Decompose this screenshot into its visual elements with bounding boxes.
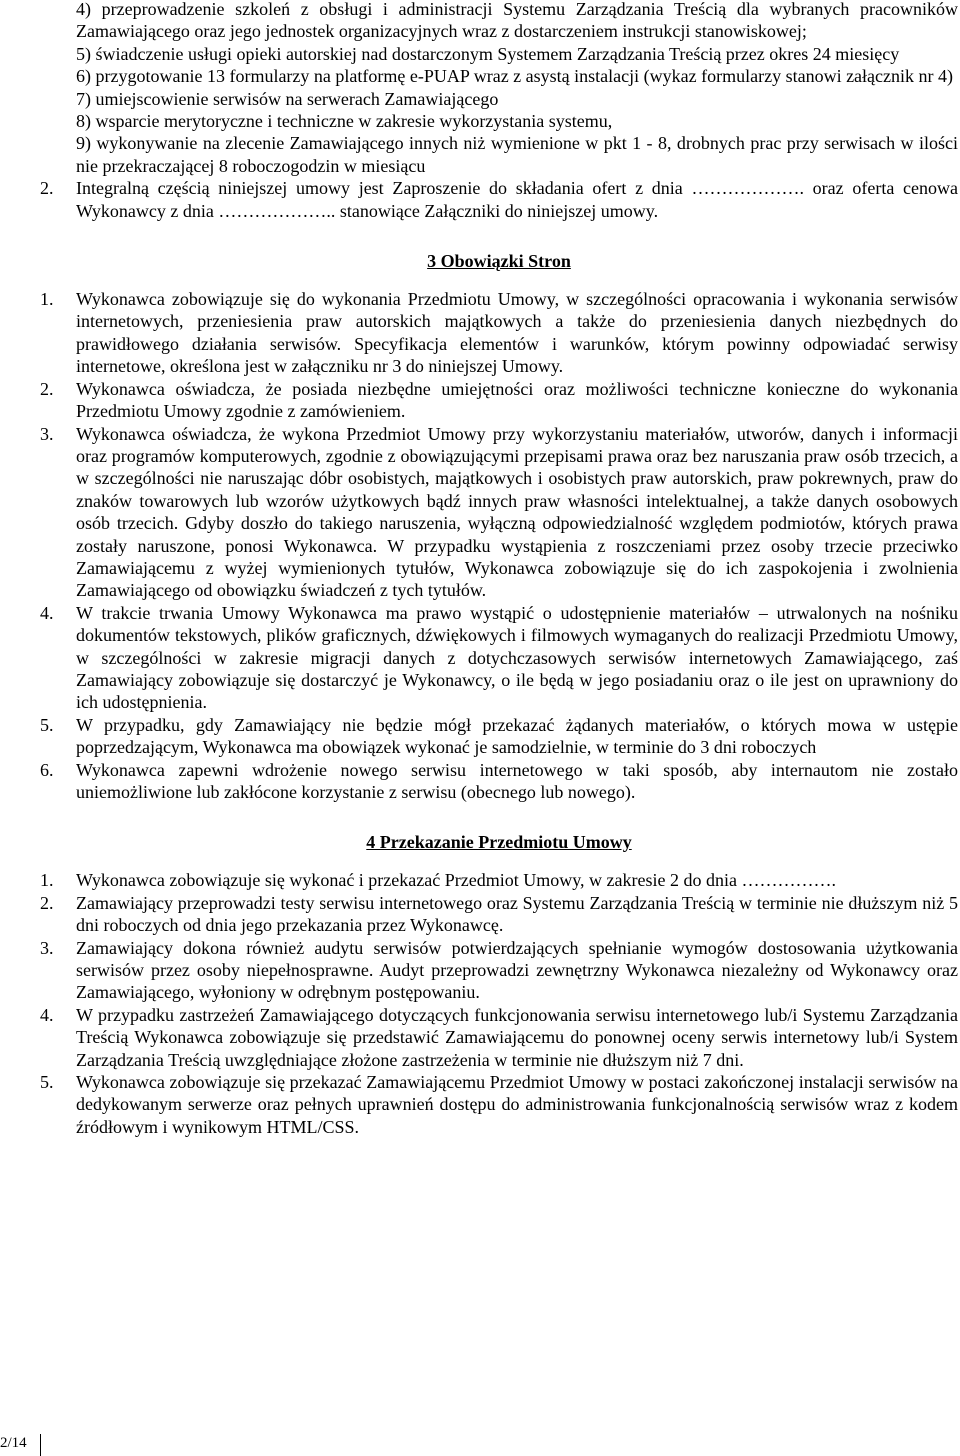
point-number: 4.: [40, 1004, 54, 1025]
numbered-point: [40, 288, 958, 378]
point-text: W przypadku, gdy Zamawiający nie będzie mógł przekazać żądanych materiałów, o których mowa w ustępie poprzedzającym, Wykonawca ma obowiązek wykonać je samodzielnie, w terminie do 3 dni roboczych: [76, 714, 958, 758]
section-3-points: [40, 288, 958, 803]
point-number: 2.: [40, 178, 54, 199]
point-text: Wykonawca zobowiązuje się przekazać Zamawiającemu Przedmiot Umowy w postaci zakończonej instalacji serwisów na dedykowanym serwerze oraz pełnych uprawnień dostępu do administrowania funkcjonalnością serwisów wraz z kodem źródłowym i wynikowym HTML/CSS.: [76, 1072, 958, 1137]
numbered-point: [40, 937, 958, 1004]
point-number: 6.: [40, 759, 54, 780]
list-item: 9) wykonywanie na zlecenie Zamawiającego innych niż wymienione w pkt 1 - 8, drobnych prac przy serwisach w ilości nie przekraczającej 8 roboczogodzin w miesiącu: [76, 133, 958, 176]
point-number: 2.: [40, 892, 54, 913]
point-text: Zamawiający dokona również audytu serwisów potwierdzających spełnianie wymogów dostosowania użytkowania serwisów przez osoby niepełnosprawne. Audyt przeprowadzi zewnętrzny Wykonawca niezależny od Wykonawcy oraz Zamawiającego, wyłoniony w odrębnym postępowaniu.: [76, 937, 958, 1003]
point-number: 3.: [40, 937, 54, 958]
point-text: W przypadku zastrzeżeń Zamawiającego dotyczących funkcjonowania serwisu internetowego lub/i Systemu Zarządzania Treścią Wykonawca zobowiązuje się przedstawić Zamawiającemu do ponownej oceny serwis internetowy lub/i System Zarządzania Treścią uwzględniające złożone zastrzeżenia w terminie nie dłuższym niż 7 dni.: [76, 1004, 958, 1070]
point-text: Wykonawca zobowiązuje się do wykonania Przedmiotu Umowy, w szczególności opracowania i wykonania serwisów internetowych, przeniesienia praw autorskich majątkowych a także do przeniesienia danych niezbędnych do prawidłowego działania serwisów. Specyfikacja elementów i warunków, którym powinny odpowiadać serwisy internetowe, określona jest w załączniku nr 3 do niniejszej Umowy.: [76, 289, 958, 377]
point-number: 1.: [40, 870, 54, 891]
intro-list: [40, 0, 958, 177]
point-number: 2.: [40, 378, 54, 399]
point-text: W trakcie trwania Umowy Wykonawca ma prawo wystąpić o udostępnienie materiałów – utrwalonych na nośniku dokumentów tekstowych, plików graficznych, dźwiękowych i filmowych wymaganych do realizacji Przedmiotu Umowy, w szczególności w zakresie migracji danych z dotychczasowych serwisów internetowych Zamawiającego, zaś Zamawiający zobowiązuje się dostarczyć je Wykonawcy, o ile będą w jego posiadaniu oraz o ile jest on uprawniony do ich udostępnienia.: [76, 602, 958, 713]
numbered-point: [40, 1004, 958, 1071]
list-item: 8) wsparcie merytoryczne i techniczne w zakresie wykorzystania systemu,: [76, 111, 613, 132]
point-text: Wykonawca zobowiązuje się wykonać i przekazać Przedmiot Umowy, w zakresie 2 do dnia …………….: [76, 870, 836, 891]
section-heading: 4 Przekazanie Przedmiotu Umowy: [366, 832, 632, 853]
numbered-point: [40, 714, 958, 759]
point-number: 1.: [40, 289, 54, 310]
list-item: 5) świadczenie usługi opieki autorskiej nad dostarczonym Systemem Zarządzania Treścią przez okres 24 miesięcy: [76, 43, 900, 64]
point-number: 5.: [40, 714, 54, 735]
list-item: 7) umiejscowienie serwisów na serwerach Zamawiającego: [76, 88, 499, 109]
section-4-points: [40, 869, 958, 1138]
numbered-point: [40, 602, 958, 714]
point-text: Wykonawca oświadcza, że posiada niezbędne umiejętności oraz możliwości techniczne konieczne do wykonania Przedmiotu Umowy zgodnie z zamówieniem.: [76, 378, 958, 422]
numbered-point: [40, 759, 958, 804]
list-item: 4) przeprowadzenie szkoleń z obsługi i administracji Systemu Zarządzania Treścią dla wybranych pracowników Zamawiającego oraz jego jednostek organizacyjnych wraz z dostarczeniem instrukcji stanowiskowej;: [76, 0, 958, 42]
point-text: Zamawiający przeprowadzi testy serwisu internetowego oraz Systemu Zarządzania Treścią w terminie nie dłuższym niż 5 dni roboczych od dnia jego przekazania przez Wykonawcę.: [76, 892, 958, 936]
numbered-point: [40, 869, 958, 891]
point-text: Wykonawca zapewni wdrożenie nowego serwisu internetowego w taki sposób, aby internautom nie zostało uniemożliwione lub zakłócone korzystanie z serwisu (obecnego lub nowego).: [76, 759, 958, 802]
list-item: 6) przygotowanie 13 formularzy na platformę e-PUAP wraz z asystą instalacji (wykaz formularzy stanowi załącznik nr 4): [76, 66, 954, 87]
section-heading: 3 Obowiązki Stron: [427, 251, 571, 272]
point-text: Wykonawca oświadcza, że wykona Przedmiot Umowy przy wykorzystaniu materiałów, utworów, danych i informacji oraz programów komputerowych, zgodnie z obowiązującymi przepisami prawa oraz bez naruszania praw osób trzecich, a w szczególności nie naruszając dóbr osobistych, majątkowych i osobistych praw autorskich, praw pokrewnych, praw do znaków towarowych lub wzorów użytkowych bądź innych praw własności intelektualnej, a także danych osobowych osób trzecich. Gdyby doszło do takiego naruszenia, wyłączną odpowiedzialność względem podmiotów, których prawa zostały naruszone, ponosi Wykonawca. W przypadku wystąpienia z roszczeniami przez osoby trzecie przeciwko Zamawiającemu z wyżej wymienionych tytułów, Wykonawca zobowiązuje się do ich zaspokojenia i zwolnienia Zamawiającego od obowiązku świadczeń z tych tytułów.: [76, 423, 958, 601]
point-number: 4.: [40, 602, 54, 623]
page-number: 2/14: [0, 1434, 41, 1456]
numbered-point: [40, 177, 958, 222]
numbered-point: [40, 892, 958, 937]
numbered-point: [40, 1071, 958, 1138]
point-number: 5.: [40, 1072, 54, 1093]
numbered-point: [40, 423, 958, 602]
point-text: Integralną częścią niniejszej umowy jest Zaproszenie do składania ofert z dnia ………………. oraz oferta cenowa Wykonawcy z dnia ……………….. stanowiące Załączniki do niniejszej umowy.: [76, 178, 958, 221]
numbered-point: [40, 378, 958, 423]
page-content: [40, 0, 958, 1138]
point-number: 3.: [40, 423, 54, 444]
